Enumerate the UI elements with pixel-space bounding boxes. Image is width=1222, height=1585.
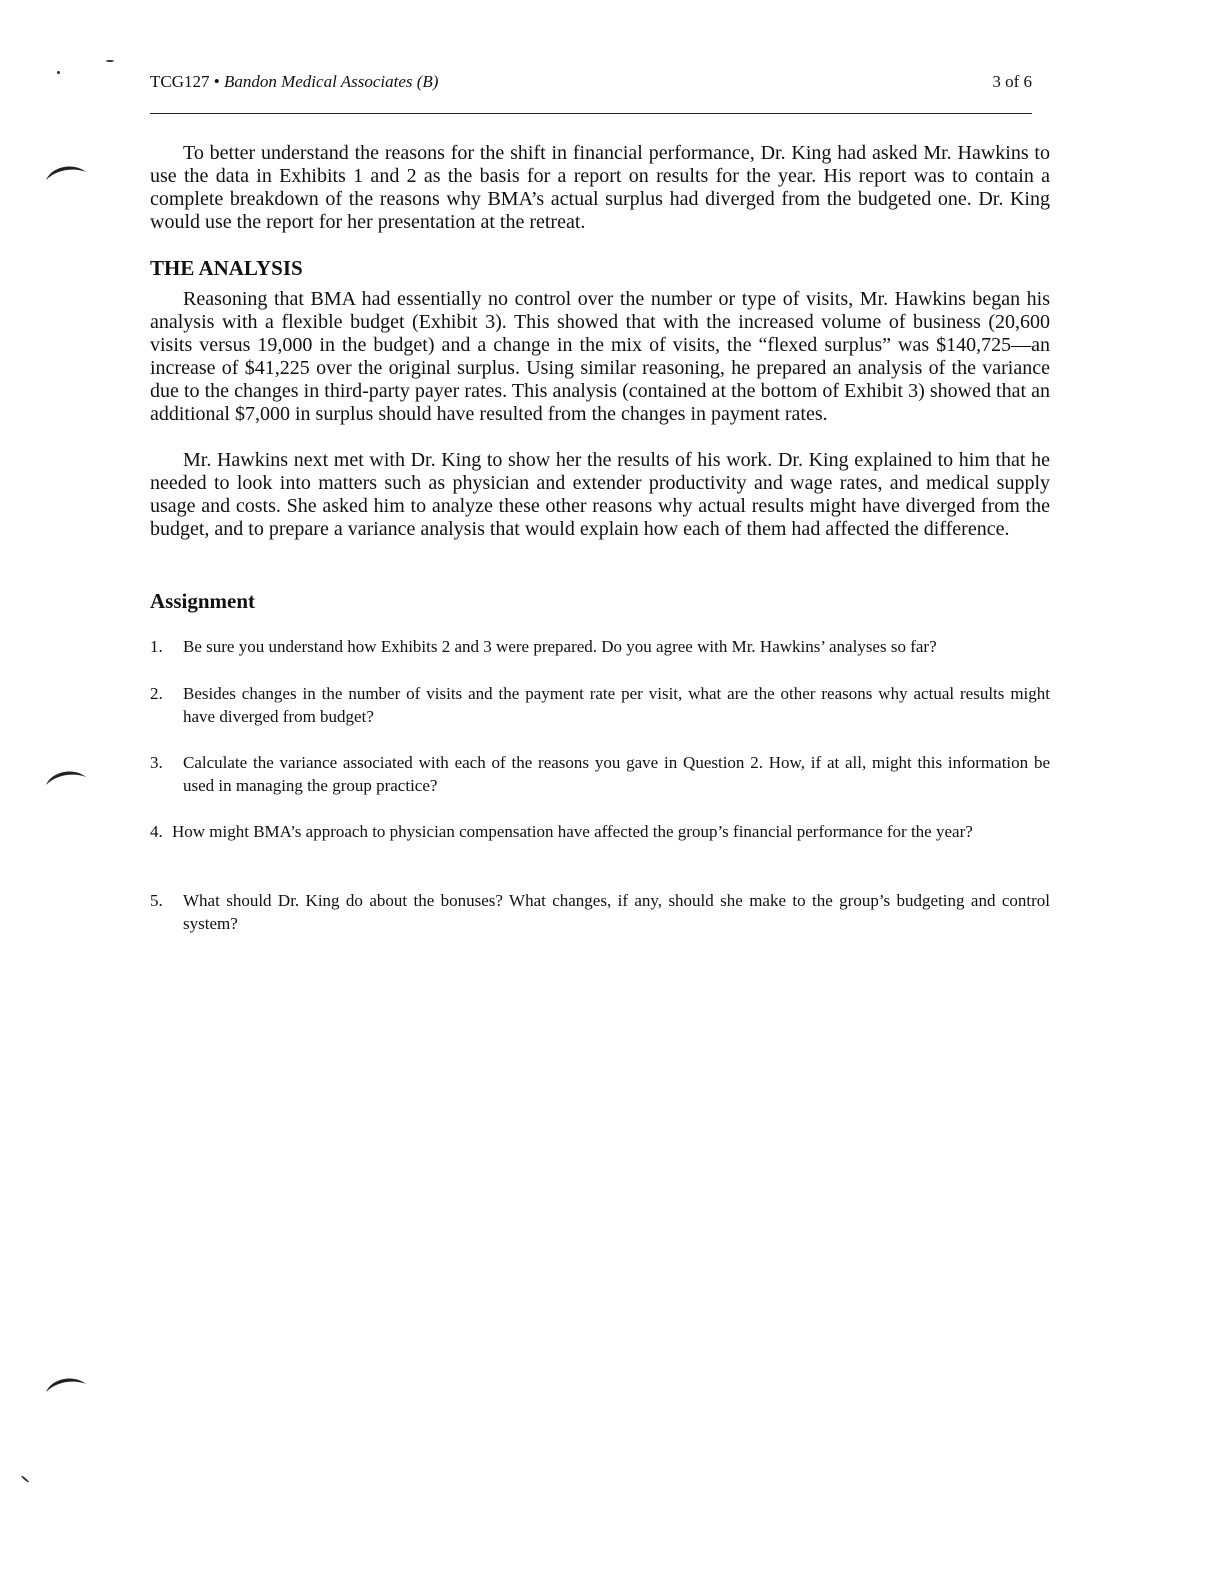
- question-number: 1.: [150, 637, 163, 656]
- question-5: [150, 889, 1050, 935]
- question-number: 5.: [150, 891, 163, 910]
- binder-hole-mark-middle: [44, 765, 88, 787]
- analysis-paragraph-2: Mr. Hawkins next met with Dr. King to show her the results of his work. Dr. King explained to him that he needed to look into matters such as physician and extender productivity and wage rates, and medical supply usage and costs. She asked him to analyze these other reasons why actual results might have diverged from the budget, and to prepare a variance analysis that would explain how each of them had affected the difference.: [150, 449, 1050, 540]
- question-4: [150, 820, 1050, 843]
- question-text: How might BMA’s approach to physician compensation have affected the group’s financial performance for the year?: [172, 822, 973, 841]
- header-rule: [150, 113, 1032, 114]
- case-title: Bandon Medical Associates (B): [223, 72, 439, 91]
- page-number: 3 of 6: [992, 72, 1032, 91]
- page-header: [150, 72, 1032, 96]
- analysis-heading: THE ANALYSIS: [150, 256, 303, 280]
- intro-paragraph: To better understand the reasons for the shift in financial performance, Dr. King had asked Mr. Hawkins to use the data in Exhibits 1 and 2 as the basis for a report on results for the year. His report was to contain a complete breakdown of the reasons why BMA’s actual surplus had diverged from the budgeted one. Dr. King would use the report for her presentation at the retreat.: [150, 142, 1050, 233]
- question-text: What should Dr. King do about the bonuses? What changes, if any, should she make to the group’s budgeting and control system?: [183, 891, 1050, 933]
- header-title: [150, 72, 438, 92]
- question-number: 2.: [150, 684, 163, 703]
- binder-hole-mark-top: [44, 160, 88, 182]
- case-code: TCG127 •: [150, 72, 220, 91]
- question-1: [150, 635, 1050, 658]
- binder-hole-mark-bottom: [44, 1372, 88, 1394]
- scan-speck: [106, 60, 114, 62]
- question-number: 3.: [150, 753, 163, 772]
- question-2: [150, 682, 1050, 728]
- question-3: [150, 751, 1050, 797]
- analysis-paragraph-1: Reasoning that BMA had essentially no control over the number or type of visits, Mr. Hawkins began his analysis with a flexible budget (Exhibit 3). This showed that with the increased volume of business (20,600 visits versus 19,000 in the budget) and a change in the mix of visits, the “flexed surplus” was $140,725—an increase of $41,225 over the original surplus. Using similar reasoning, he prepared an analysis of the variance due to the changes in third-party payer rates. This analysis (contained at the bottom of Exhibit 3) showed that an additional $7,000 in surplus should have resulted from the changes in payment rates.: [150, 288, 1050, 425]
- scan-speck: [21, 1475, 30, 1483]
- scan-speck: [57, 71, 60, 74]
- question-number: 4.: [150, 822, 163, 841]
- question-text: Besides changes in the number of visits and the payment rate per visit, what are the other reasons why actual results might have diverged from budget?: [183, 684, 1050, 726]
- assignment-heading: Assignment: [150, 589, 256, 613]
- question-text: Be sure you understand how Exhibits 2 and 3 were prepared. Do you agree with Mr. Hawkins’ analyses so far?: [183, 637, 937, 656]
- question-text: Calculate the variance associated with each of the reasons you gave in Question 2. How, if at all, might this information be used in managing the group practice?: [183, 753, 1050, 795]
